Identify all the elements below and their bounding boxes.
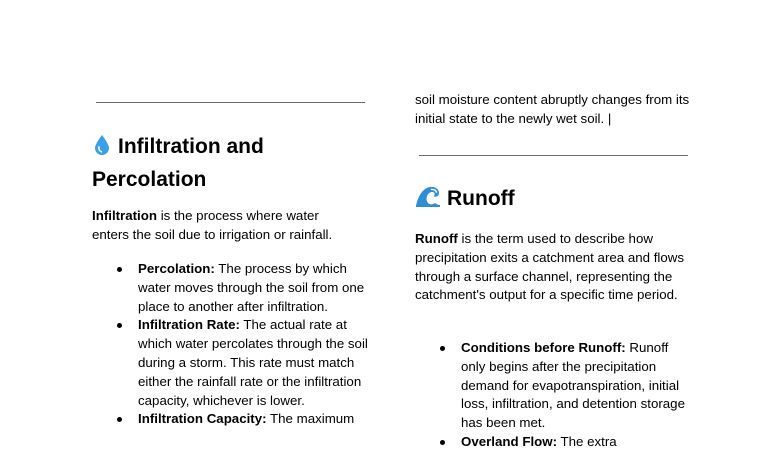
section-divider xyxy=(96,102,365,103)
bullet-dot xyxy=(117,267,122,272)
list-item xyxy=(461,339,693,433)
infiltration-intro-term: Infiltration xyxy=(92,208,157,223)
bullet-term: Percolation: xyxy=(138,261,215,276)
runoff-heading xyxy=(415,184,700,217)
droplet-icon xyxy=(92,134,112,165)
bullet-text: The extra xyxy=(557,433,617,449)
infiltration-bullet-list xyxy=(138,260,370,429)
bullet-dot xyxy=(117,323,122,328)
list-item xyxy=(138,260,370,316)
runoff-intro-text: is the term used to describe how precipitation exits a catchment area and flows through a surface channel, representing the catchment's output for a specific time period. xyxy=(415,231,685,303)
bullet-text: Runoff only begins after the precipitation demand for evapotranspiration, initial loss, infiltration, and detention storage has been met. xyxy=(461,340,685,431)
bullet-dot xyxy=(440,346,445,351)
runoff-heading-label: Runoff xyxy=(447,187,515,210)
bullet-term: Overland Flow: xyxy=(461,433,558,449)
bullet-text: The actual rate at which water percolates through the soil during a storm. This rate must match either the rainfall rate or the infiltration capacity, whichever is lower. xyxy=(138,317,368,408)
infiltration-heading xyxy=(92,132,377,195)
infiltration-intro xyxy=(92,207,357,245)
list-item xyxy=(461,433,693,452)
list-item xyxy=(138,410,370,429)
bullet-dot xyxy=(440,440,445,445)
list-item xyxy=(138,316,370,410)
bullet-dot xyxy=(117,417,122,422)
bullet-text: The process by which water moves through the soil from one place to another after infiltration. xyxy=(138,261,365,314)
runoff-bullet-list xyxy=(461,339,693,452)
runoff-intro-term: Runoff xyxy=(415,231,458,246)
infiltration-intro-text: is the process where water enters the soil due to irrigation or rainfall. xyxy=(92,208,333,242)
runoff-intro xyxy=(415,230,693,305)
left-column xyxy=(92,0,377,441)
infiltration-heading-line1: Infiltration and xyxy=(118,135,264,158)
bullet-term: Conditions before Runoff: xyxy=(461,340,626,355)
infiltration-heading-line2: Percolation xyxy=(92,168,207,191)
continuation-text: soil moisture content abruptly changes from its initial state to the newly wet soil. | xyxy=(415,92,690,126)
bullet-term: Infiltration Rate: xyxy=(138,317,240,333)
section-divider xyxy=(419,155,688,156)
bullet-term: Infiltration Capacity: xyxy=(138,411,267,427)
bullet-text: The maximum xyxy=(266,411,355,427)
right-column xyxy=(415,0,700,449)
water-wave-icon xyxy=(415,184,441,217)
